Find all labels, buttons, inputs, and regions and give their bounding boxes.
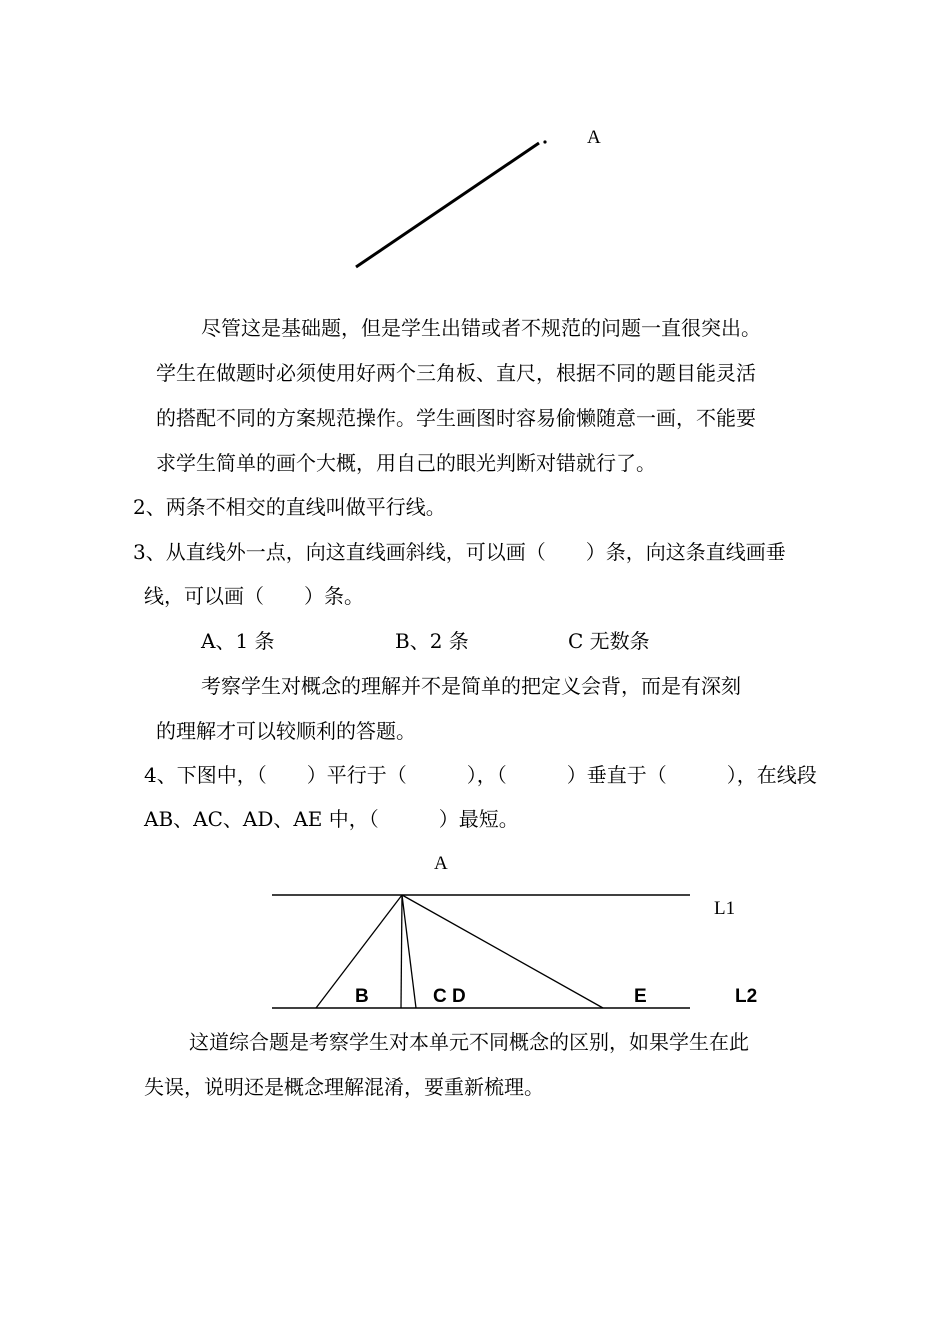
question-3-line-2: 线，可以画（ ）条。 — [144, 584, 364, 608]
question-3-line-1: 3、从直线外一点，向这直线画斜线，可以画（ ）条，向这条直线画垂 — [133, 540, 786, 564]
para1-line-1: 尽管这是基础题，但是学生出错或者不规范的问题一直很突出。 — [201, 316, 761, 340]
para1-line-2: 学生在做题时必须使用好两个三角板、直尺，根据不同的题目能灵活 — [156, 361, 756, 385]
fig2-label-l1: L1 — [714, 898, 736, 919]
fig2-segment-ac — [401, 895, 402, 1008]
fig2-label-l2: L2 — [735, 986, 758, 1007]
question-3-option-a: A、1 条 — [201, 629, 275, 653]
fig2-label-a: A — [434, 853, 448, 874]
fig2-label-b: B — [355, 986, 369, 1007]
para2-line-2: 的理解才可以较顺利的答题。 — [156, 719, 416, 743]
fig2-label-cd: C D — [433, 986, 466, 1007]
fig2-segment-ad — [402, 895, 416, 1008]
fig1-point-a — [543, 140, 546, 143]
question-2: 2、两条不相交的直线叫做平行线。 — [133, 495, 446, 519]
question-3-option-c: C 无数条 — [568, 629, 650, 653]
fig2-label-e: E — [634, 986, 647, 1007]
question-4-line-1: 4、下图中，（ ）平行于（ ），（ ）垂直于（ ），在线段 — [144, 763, 817, 787]
question-3-option-b: B、2 条 — [395, 629, 469, 653]
question-4-line-2: AB、AC、AD、AE 中，（ ）最短。 — [144, 807, 519, 831]
para1-line-3: 的搭配不同的方案规范操作。学生画图时容易偷懒随意一画，不能要 — [156, 406, 756, 430]
para3-line-1: 这道综合题是考察学生对本单元不同概念的区别，如果学生在此 — [189, 1030, 749, 1054]
para3-line-2: 失误，说明还是概念理解混淆，要重新梳理。 — [144, 1075, 544, 1099]
para2-line-1: 考察学生对概念的理解并不是简单的把定义会背，而是有深刻 — [201, 674, 741, 698]
fig1-label-a: A — [587, 127, 601, 148]
para1-line-4: 求学生简单的画个大概，用自己的眼光判断对错就行了。 — [156, 451, 656, 475]
fig1-segment — [356, 143, 539, 267]
